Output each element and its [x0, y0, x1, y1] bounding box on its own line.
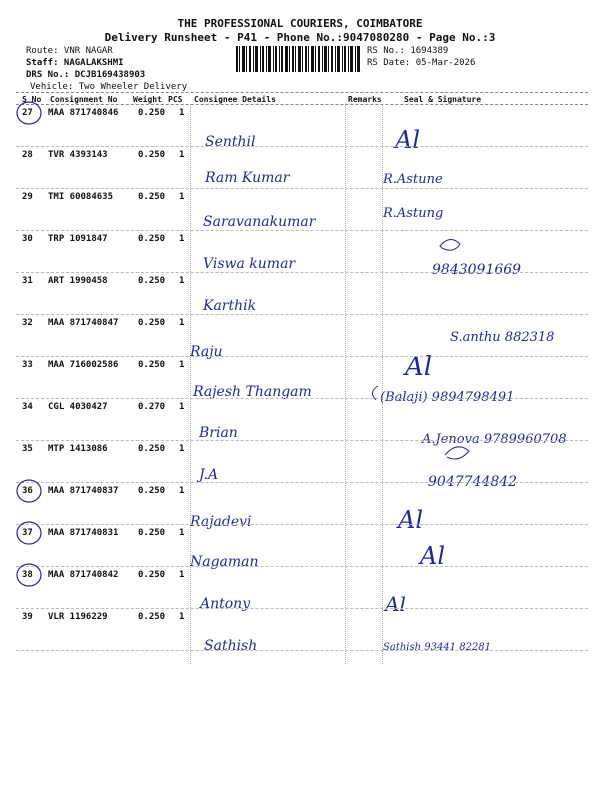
- barcode: [236, 46, 360, 72]
- row-consignment-no: TVR 4393143: [48, 150, 108, 160]
- row-consignment-no: MAA 871740831: [48, 528, 119, 538]
- col-consignee: Consignee Details: [194, 95, 276, 104]
- row-seal-signature: (Balaji) 9894798491: [380, 390, 515, 405]
- row-consignee-signature: J.A: [199, 467, 219, 483]
- row-pcs: 1: [179, 192, 185, 202]
- vehicle: Vehicle: Two Wheeler Delivery: [30, 82, 188, 92]
- row-seal-signature: 9843091669: [432, 262, 522, 278]
- row-consignee-signature: Rajadevi: [190, 514, 252, 530]
- row-consignment-no: ART 1990458: [48, 276, 108, 286]
- row-sno: 31: [22, 276, 33, 286]
- row-weight: 0.250: [138, 486, 166, 496]
- row-seal-signature: R.Astung: [383, 206, 444, 221]
- row-consignment-no: MAA 716002586: [48, 360, 119, 370]
- row-weight: 0.250: [138, 318, 166, 328]
- row-consignee-signature: Senthil: [205, 134, 256, 150]
- row-sno: 30: [22, 234, 33, 244]
- row-separator: [16, 524, 588, 525]
- row-sno: 32: [22, 318, 33, 328]
- row-consignee-signature: Saravanakumar: [203, 214, 316, 230]
- row-pcs: 1: [179, 570, 185, 580]
- row-consignment-no: MAA 871740846: [48, 108, 119, 118]
- row-separator: [16, 482, 588, 483]
- route: Route: VNR NAGAR: [26, 46, 113, 56]
- row-separator: [16, 608, 588, 609]
- row-pcs: 1: [179, 318, 185, 328]
- row-seal-signature: Al: [385, 592, 406, 616]
- row-separator: [16, 566, 588, 567]
- staff: Staff: NAGALAKSHMI: [26, 58, 124, 68]
- row-weight: 0.250: [138, 276, 166, 286]
- row-consignee-signature: Raju: [190, 344, 223, 360]
- col-consignment: Consignment No: [50, 95, 118, 104]
- rs-date: RS Date: 05-Mar-2026: [367, 58, 476, 68]
- runsheet-subtitle: Delivery Runsheet - P41 - Phone No.:9047080280 - Page No.:3: [104, 31, 496, 44]
- signature-scribble: [445, 447, 469, 459]
- row-pcs: 1: [179, 150, 185, 160]
- row-weight: 0.250: [138, 150, 166, 160]
- row-weight: 0.270: [138, 402, 166, 412]
- row-consignee-signature: Brian: [199, 425, 238, 441]
- col-seal-signature: Seal & Signature: [404, 95, 482, 104]
- row-consignee-signature: Sathish: [204, 638, 258, 654]
- row-separator: [16, 356, 588, 357]
- row-sno: 38: [22, 570, 33, 580]
- row-weight: 0.250: [138, 612, 166, 622]
- row-separator: [16, 314, 588, 315]
- row-weight: 0.250: [138, 360, 166, 370]
- row-separator: [16, 146, 588, 147]
- col-weight: Weight: [133, 95, 162, 104]
- row-consignment-no: MAA 871740842: [48, 570, 119, 580]
- row-separator: [16, 650, 588, 651]
- row-seal-signature: Al: [405, 352, 433, 382]
- row-weight: 0.250: [138, 444, 166, 454]
- row-pcs: 1: [179, 360, 185, 370]
- row-consignment-no: TRP 1091847: [48, 234, 108, 244]
- row-sno: 28: [22, 150, 33, 160]
- row-sno: 39: [22, 612, 33, 622]
- row-consignment-no: MAA 871740847: [48, 318, 119, 328]
- drs-number: DRS No.: DCJB169438903: [26, 70, 146, 80]
- row-consignment-no: TMI 60084635: [48, 192, 114, 202]
- row-separator: [16, 188, 588, 189]
- row-weight: 0.250: [138, 234, 166, 244]
- row-pcs: 1: [179, 276, 185, 286]
- header-top-rule: [16, 92, 588, 93]
- row-sno: 36: [22, 486, 33, 496]
- row-pcs: 1: [179, 528, 185, 538]
- col-pcs: PCS: [168, 95, 183, 104]
- row-consignee-signature: Viswa kumar: [203, 256, 296, 272]
- row-seal-signature: Al: [420, 542, 446, 570]
- row-seal-signature: Al: [398, 506, 424, 534]
- row-seal-signature: S.anthu 882318: [450, 330, 555, 345]
- row-consignment-no: MAA 871740837: [48, 486, 119, 496]
- company-title: THE PROFESSIONAL COURIERS, COIMBATORE: [177, 17, 423, 30]
- row-consignment-no: CGL 4030427: [48, 402, 108, 412]
- rs-number: RS No.: 1694389: [367, 46, 449, 56]
- row-consignment-no: MTP 1413086: [48, 444, 108, 454]
- row-consignee-signature: Antony: [200, 596, 251, 612]
- row-consignee-signature: Karthik: [203, 298, 257, 314]
- row-sno: 34: [22, 402, 33, 412]
- row-consignment-no: VLR 1196229: [48, 612, 108, 622]
- row-consignee-signature: Rajesh Thangam: [193, 384, 312, 400]
- row-pcs: 1: [179, 402, 185, 412]
- row-seal-signature: Al: [395, 126, 421, 154]
- row-separator: [16, 272, 588, 273]
- row-consignee-signature: Ram Kumar: [205, 170, 290, 186]
- row-weight: 0.250: [138, 192, 166, 202]
- row-seal-signature: A.Jenova 9789960708: [422, 432, 567, 447]
- col-remarks: Remarks: [348, 95, 382, 104]
- row-pcs: 1: [179, 486, 185, 496]
- header-bottom-rule: [16, 104, 588, 105]
- row-separator: [16, 440, 588, 441]
- row-sno: 35: [22, 444, 33, 454]
- signature-scribble: [440, 239, 460, 250]
- row-seal-signature: 9047744842: [428, 474, 518, 490]
- row-sno: 33: [22, 360, 33, 370]
- row-sno: 27: [22, 108, 33, 118]
- row-separator: [16, 398, 588, 399]
- col-sno: S No: [22, 95, 42, 104]
- row-pcs: 1: [179, 234, 185, 244]
- row-sno: 37: [22, 528, 33, 538]
- row-weight: 0.250: [138, 108, 166, 118]
- row-separator: [16, 230, 588, 231]
- row-pcs: 1: [179, 612, 185, 622]
- row-consignee-signature: Nagaman: [190, 554, 259, 570]
- row-weight: 0.250: [138, 528, 166, 538]
- row-pcs: 1: [179, 444, 185, 454]
- row-sno: 29: [22, 192, 33, 202]
- row-weight: 0.250: [138, 570, 166, 580]
- row-pcs: 1: [179, 108, 185, 118]
- row-seal-signature: R.Astune: [383, 172, 443, 187]
- row-seal-signature: Sathish 93441 82281: [383, 642, 492, 653]
